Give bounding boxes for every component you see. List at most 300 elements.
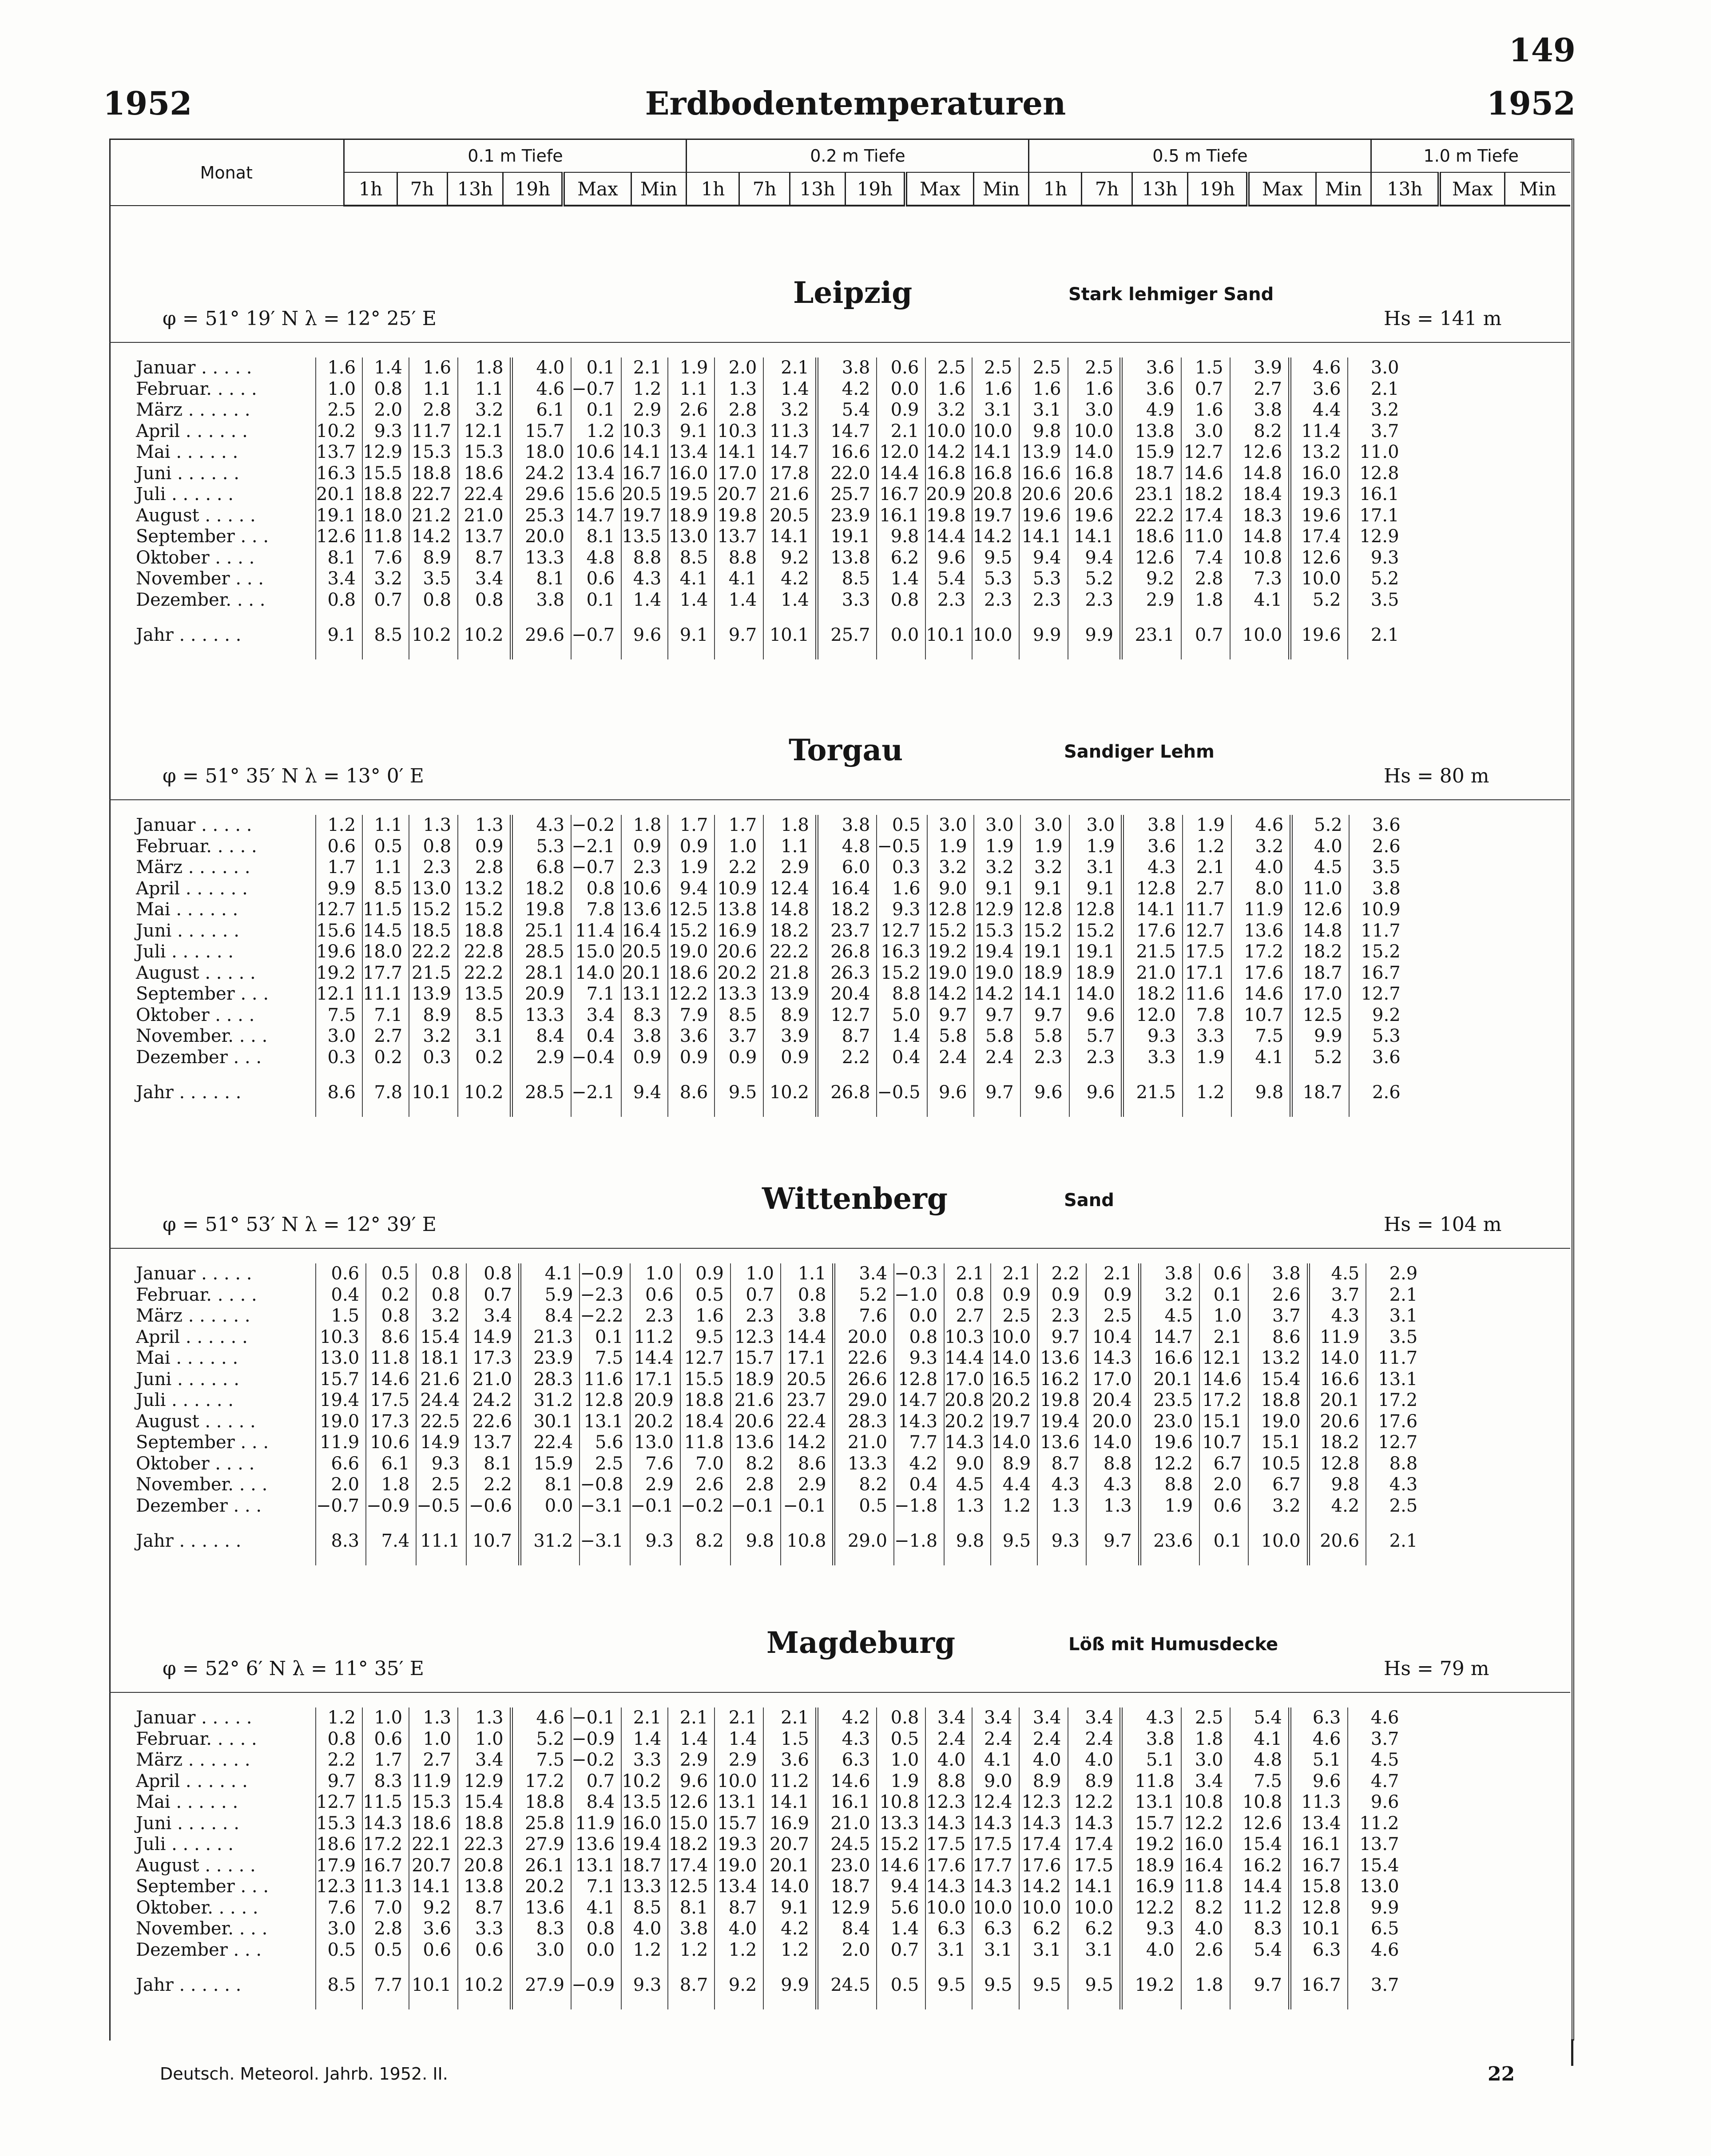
- table-cell: 30.1: [520, 1411, 580, 1433]
- table-cell: 7.0: [680, 1453, 730, 1475]
- month-label: August . . . . .: [136, 505, 256, 526]
- table-cell: 16.5: [991, 1369, 1037, 1390]
- table-cell: 9.5: [991, 1517, 1037, 1565]
- table-cell: 1.9: [927, 836, 974, 858]
- sub-7h: 7h: [739, 172, 790, 206]
- station-name: Wittenberg: [762, 1181, 948, 1216]
- table-cell: 5.2: [1290, 590, 1348, 611]
- table-cell: 0.0: [571, 1940, 621, 1961]
- month-label: Jahr . . . . . .: [136, 1531, 242, 1551]
- table-row: [109, 1792, 1405, 1813]
- table-cell: 29.0: [834, 1390, 894, 1411]
- table-cell: 24.5: [817, 1834, 877, 1855]
- month-label: Dezember . . .: [136, 1047, 262, 1068]
- table-row: [109, 548, 1405, 569]
- table-cell: 15.3: [458, 442, 511, 463]
- table-cell: 17.4: [1068, 1834, 1121, 1855]
- table-cell: 22.4: [781, 1411, 834, 1433]
- table-cell: 7.9: [668, 1005, 715, 1026]
- table-cell: 8.7: [817, 1026, 877, 1047]
- frame-edge: [1565, 2039, 1573, 2066]
- table-cell: 9.5: [972, 548, 1019, 569]
- table-cell: 14.2: [972, 526, 1019, 548]
- table-cell: 4.0: [621, 1918, 668, 1940]
- table-cell: 25.8: [511, 1813, 571, 1834]
- table-row: [109, 357, 1405, 379]
- table-cell: 10.3: [715, 421, 763, 442]
- table-cell: 16.0: [1290, 463, 1348, 484]
- table-cell: 19.7: [991, 1411, 1037, 1433]
- table-cell: 14.2: [925, 442, 972, 463]
- table-cell: 1.6: [409, 357, 458, 379]
- table-cell: 18.8: [511, 1792, 571, 1813]
- table-cell: 17.1: [1183, 963, 1231, 984]
- table-cell: 8.9: [763, 1005, 817, 1026]
- table-cell: 11.9: [571, 1813, 621, 1834]
- table-cell: 16.6: [1019, 463, 1068, 484]
- table-row: [109, 1005, 1407, 1026]
- table-cell: 10.2: [458, 1068, 511, 1117]
- table-cell: 9.9: [1348, 1898, 1405, 1919]
- table-cell: 2.3: [925, 590, 972, 611]
- table-cell: 9.7: [974, 1068, 1020, 1117]
- table-cell: 23.7: [781, 1390, 834, 1411]
- table-cell: 17.2: [1366, 1390, 1424, 1411]
- table-cell: 14.6: [366, 1369, 416, 1390]
- table-cell: 3.2: [416, 1306, 466, 1327]
- table-cell: 22.2: [763, 941, 817, 963]
- table-cell: 12.1: [458, 421, 511, 442]
- table-cell: 10.0: [1068, 421, 1121, 442]
- table-cell: 3.5: [1349, 857, 1407, 878]
- table-cell: 17.1: [630, 1369, 680, 1390]
- table-cell: 1.4: [668, 590, 715, 611]
- month-label: Jahr . . . . . .: [136, 1975, 242, 1995]
- table-cell: 7.5: [580, 1348, 630, 1369]
- table-cell: 22.6: [466, 1411, 520, 1433]
- table-cell: 8.5: [817, 568, 877, 590]
- table-cell: 3.1: [972, 1940, 1019, 1961]
- table-cell: 10.0: [1230, 611, 1290, 659]
- table-cell: 19.3: [715, 1834, 763, 1855]
- table-cell: −0.2: [680, 1496, 730, 1517]
- table-cell: 4.1: [668, 568, 715, 590]
- table-cell: 20.1: [1308, 1390, 1366, 1411]
- table-cell: 2.3: [1037, 1306, 1086, 1327]
- table-cell: −2.2: [580, 1306, 630, 1327]
- table-cell: 1.9: [1020, 836, 1069, 858]
- table-cell: 1.5: [316, 1306, 366, 1327]
- table-cell: 14.8: [1230, 463, 1290, 484]
- temperature-table: [109, 357, 1405, 659]
- table-cell: 0.8: [316, 1729, 362, 1750]
- table-cell: 19.0: [316, 1411, 366, 1433]
- group-header-02: 0.2 m Tiefe: [687, 140, 1029, 172]
- table-cell: 10.1: [925, 611, 972, 659]
- month-label: Dezember. . . .: [136, 589, 266, 610]
- table-cell: 20.9: [925, 484, 972, 505]
- table-cell: 1.3: [944, 1496, 991, 1517]
- table-cell: 11.1: [416, 1517, 466, 1565]
- table-cell: 5.9: [520, 1285, 580, 1306]
- month-label: April . . . . . .: [136, 421, 248, 441]
- table-cell: 2.7: [409, 1750, 458, 1771]
- table-cell: 0.9: [621, 836, 668, 858]
- table-cell: 18.0: [362, 505, 409, 527]
- table-cell: 10.0: [991, 1327, 1037, 1348]
- table-cell: 2.0: [715, 357, 763, 379]
- table-cell: 7.5: [316, 1005, 362, 1026]
- table-cell: −0.5: [877, 1068, 927, 1117]
- table-cell: 18.2: [817, 899, 877, 921]
- table-cell: 0.8: [416, 1263, 466, 1285]
- table-cell: 19.4: [316, 1390, 366, 1411]
- table-cell: 1.6: [972, 379, 1019, 400]
- table-cell: 20.0: [834, 1327, 894, 1348]
- group-header-01: 0.1 m Tiefe: [344, 140, 687, 172]
- table-cell: 3.0: [974, 815, 1020, 836]
- table-cell: 2.9: [511, 1047, 571, 1068]
- table-cell: 8.5: [362, 611, 409, 659]
- table-cell: 5.0: [877, 1005, 927, 1026]
- table-row: [109, 1453, 1424, 1475]
- table-cell: 5.4: [817, 400, 877, 421]
- table-cell: 14.4: [877, 463, 925, 484]
- table-cell: 3.1: [1019, 1940, 1068, 1961]
- table-cell: 0.6: [409, 1940, 458, 1961]
- table-cell: 2.4: [974, 1047, 1020, 1068]
- table-cell: 3.8: [1349, 878, 1407, 900]
- table-cell: 1.6: [1019, 379, 1068, 400]
- table-cell: 0.7: [571, 1771, 621, 1792]
- table-cell: 12.3: [925, 1792, 972, 1813]
- table-cell: 10.7: [466, 1517, 520, 1565]
- table-cell: 9.3: [621, 1961, 668, 2009]
- table-cell: 1.8: [763, 815, 817, 836]
- month-label: Februar. . . . .: [136, 378, 257, 399]
- table-cell: 8.7: [668, 1961, 715, 2009]
- table-cell: 17.1: [781, 1348, 834, 1369]
- table-cell: 10.9: [715, 878, 763, 900]
- table-cell: 14.6: [817, 1771, 877, 1792]
- table-cell: 1.1: [668, 379, 715, 400]
- table-cell: 2.0: [362, 400, 409, 421]
- table-cell: 18.6: [1121, 526, 1181, 548]
- table-cell: 17.0: [1291, 984, 1349, 1005]
- table-cell: 12.4: [972, 1792, 1019, 1813]
- table-cell: 20.1: [1139, 1369, 1199, 1390]
- table-cell: 3.6: [1349, 815, 1407, 836]
- table-cell: 1.9: [668, 857, 715, 878]
- table-cell: 14.1: [1019, 526, 1068, 548]
- table-cell: 7.7: [362, 1961, 409, 2009]
- table-cell: 13.6: [1231, 921, 1291, 942]
- table-row: [109, 1348, 1424, 1369]
- table-cell: 3.2: [1231, 836, 1291, 858]
- table-cell: 9.4: [1068, 548, 1121, 569]
- table-cell: 4.0: [1019, 1750, 1068, 1771]
- table-cell: 13.3: [511, 548, 571, 569]
- table-cell: 10.2: [621, 1771, 668, 1792]
- station-section-torgau: [109, 666, 1570, 1110]
- table-cell: 19.0: [668, 941, 715, 963]
- table-cell: 14.2: [409, 526, 458, 548]
- table-cell: 2.2: [817, 1047, 877, 1068]
- table-row: [109, 526, 1405, 548]
- table-cell: 4.3: [1366, 1474, 1424, 1496]
- table-cell: 3.8: [1121, 1729, 1181, 1750]
- table-cell: 15.2: [877, 1834, 925, 1855]
- table-cell: 5.2: [1348, 568, 1405, 590]
- header-year-right: 1952: [1486, 84, 1576, 122]
- table-cell: 17.7: [362, 963, 409, 984]
- table-cell: 1.8: [1181, 590, 1230, 611]
- table-cell: 13.6: [1037, 1432, 1086, 1453]
- sub-13h: 13h: [1132, 172, 1187, 206]
- table-cell: 0.6: [316, 1263, 366, 1285]
- table-cell: 2.1: [715, 1707, 763, 1729]
- table-cell: 9.8: [1308, 1474, 1366, 1496]
- table-cell: 15.3: [409, 442, 458, 463]
- table-cell: 3.4: [972, 1707, 1019, 1729]
- table-cell: 4.6: [511, 379, 571, 400]
- table-cell: 24.5: [817, 1961, 877, 2009]
- table-cell: 1.9: [1069, 836, 1123, 858]
- month-label: Jahr . . . . . .: [136, 625, 242, 645]
- table-cell: 1.1: [458, 379, 511, 400]
- table-cell: 19.1: [817, 526, 877, 548]
- monat-header: Monat: [109, 140, 344, 206]
- table-cell: 20.7: [763, 1834, 817, 1855]
- table-row: [109, 899, 1407, 921]
- table-cell: 1.2: [316, 1707, 362, 1729]
- table-cell: 13.4: [571, 463, 621, 484]
- table-cell: 8.5: [715, 1005, 763, 1026]
- table-cell: 8.9: [409, 1005, 458, 1026]
- table-cell: 20.1: [763, 1855, 817, 1877]
- table-cell: 16.4: [1181, 1855, 1230, 1877]
- table-cell: 16.7: [621, 463, 668, 484]
- month-label: Juli . . . . . .: [136, 484, 234, 504]
- table-cell: 1.1: [362, 857, 409, 878]
- table-cell: 4.5: [1291, 857, 1349, 878]
- table-cell: 20.8: [944, 1390, 991, 1411]
- table-cell: 15.2: [409, 899, 458, 921]
- table-cell: 19.2: [1121, 1834, 1181, 1855]
- table-cell: 0.6: [1199, 1496, 1248, 1517]
- table-cell: 3.4: [316, 568, 362, 590]
- table-cell: 18.7: [621, 1855, 668, 1877]
- table-cell: 20.6: [1308, 1517, 1366, 1565]
- table-cell: 7.6: [316, 1898, 362, 1919]
- table-cell: 6.1: [511, 400, 571, 421]
- table-cell: 2.1: [1086, 1263, 1139, 1285]
- table-cell: 3.0: [316, 1918, 362, 1940]
- table-cell: 14.1: [972, 442, 1019, 463]
- table-cell: 3.4: [458, 568, 511, 590]
- table-cell: 12.2: [668, 984, 715, 1005]
- table-cell: 17.8: [763, 463, 817, 484]
- table-cell: 13.1: [715, 1792, 763, 1813]
- month-label: Oktober . . . .: [136, 1005, 255, 1025]
- table-cell: 12.7: [316, 1792, 362, 1813]
- table-cell: 7.0: [362, 1898, 409, 1919]
- table-cell: 0.8: [781, 1285, 834, 1306]
- month-label: März . . . . . .: [136, 400, 250, 420]
- table-cell: 20.8: [458, 1855, 511, 1877]
- month-label: Oktober . . . .: [136, 1453, 255, 1474]
- table-cell: 14.0: [571, 963, 621, 984]
- table-cell: 14.3: [944, 1432, 991, 1453]
- table-cell: 2.1: [1348, 379, 1405, 400]
- table-cell: 3.4: [1181, 1771, 1230, 1792]
- table-cell: 4.2: [763, 1918, 817, 1940]
- table-cell: 14.3: [972, 1876, 1019, 1898]
- table-cell: 8.5: [458, 1005, 511, 1026]
- table-cell: 2.9: [763, 857, 817, 878]
- table-cell: 2.5: [316, 400, 362, 421]
- table-cell: 4.6: [1348, 1707, 1405, 1729]
- table-cell: 10.2: [409, 611, 458, 659]
- sub-7h: 7h: [1082, 172, 1132, 206]
- table-cell: 8.8: [877, 984, 927, 1005]
- table-cell: 11.1: [362, 984, 409, 1005]
- table-cell: 11.9: [409, 1771, 458, 1792]
- table-cell: 18.3: [1230, 505, 1290, 527]
- table-cell: 8.8: [925, 1771, 972, 1792]
- table-cell: 4.5: [944, 1474, 991, 1496]
- table-cell: 18.0: [511, 442, 571, 463]
- table-cell: 1.9: [1139, 1496, 1199, 1517]
- table-cell: 11.3: [1290, 1792, 1348, 1813]
- table-cell: 25.7: [817, 611, 877, 659]
- table-cell: 20.2: [991, 1390, 1037, 1411]
- table-cell: 17.5: [1183, 941, 1231, 963]
- table-cell: 13.7: [715, 526, 763, 548]
- table-cell: 1.9: [1183, 1047, 1231, 1068]
- table-cell: 18.7: [1291, 963, 1349, 984]
- table-cell: 0.6: [571, 568, 621, 590]
- table-cell: 4.0: [925, 1750, 972, 1771]
- table-cell: 20.6: [1068, 484, 1121, 505]
- table-row: [109, 590, 1405, 611]
- table-cell: 18.2: [1308, 1432, 1366, 1453]
- table-cell: 4.2: [1308, 1496, 1366, 1517]
- table-cell: 4.0: [1231, 857, 1291, 878]
- table-cell: 1.3: [458, 815, 511, 836]
- table-cell: 20.8: [972, 484, 1019, 505]
- table-cell: 21.0: [458, 505, 511, 527]
- table-cell: 3.6: [1290, 379, 1348, 400]
- table-cell: 3.3: [458, 1918, 511, 1940]
- table-cell: 13.0: [668, 526, 715, 548]
- table-cell: 9.6: [1290, 1771, 1348, 1792]
- table-cell: 13.3: [715, 984, 763, 1005]
- table-cell: 9.4: [668, 878, 715, 900]
- footer-sheet-number: 22: [1488, 2063, 1515, 2085]
- table-cell: 4.2: [817, 379, 877, 400]
- table-cell: 12.7: [1349, 984, 1407, 1005]
- table-cell: 7.3: [1230, 568, 1290, 590]
- table-cell: 7.6: [630, 1453, 680, 1475]
- table-cell: 3.0: [1068, 400, 1121, 421]
- table-cell: 20.7: [409, 1855, 458, 1877]
- table-cell: 12.7: [680, 1348, 730, 1369]
- table-cell: 10.0: [1290, 568, 1348, 590]
- table-cell: 9.9: [316, 878, 362, 900]
- month-label: August . . . . .: [136, 962, 256, 983]
- table-cell: 8.3: [362, 1771, 409, 1792]
- table-row: [109, 1263, 1424, 1285]
- table-cell: 2.3: [1069, 1047, 1123, 1068]
- table-cell: 2.5: [580, 1453, 630, 1475]
- month-label: August . . . . .: [136, 1855, 256, 1876]
- table-cell: 15.5: [680, 1369, 730, 1390]
- table-cell: 8.3: [621, 1005, 668, 1026]
- table-cell: 1.5: [763, 1729, 817, 1750]
- table-cell: 13.4: [668, 442, 715, 463]
- table-cell: 5.2: [834, 1285, 894, 1306]
- table-cell: 6.2: [877, 548, 925, 569]
- table-cell: 22.2: [1121, 505, 1181, 527]
- table-cell: 4.3: [511, 815, 571, 836]
- table-cell: 12.8: [1020, 899, 1069, 921]
- table-cell: 0.0: [877, 379, 925, 400]
- table-cell: 19.0: [1248, 1411, 1308, 1433]
- table-cell: 23.0: [817, 1855, 877, 1877]
- table-cell: 20.6: [715, 941, 763, 963]
- table-cell: 8.1: [668, 1898, 715, 1919]
- table-cell: 14.8: [763, 899, 817, 921]
- table-cell: 15.2: [877, 963, 927, 984]
- table-cell: 1.4: [877, 1918, 925, 1940]
- month-label: Juni . . . . . .: [136, 463, 239, 484]
- table-cell: 2.1: [763, 357, 817, 379]
- table-cell: −0.9: [580, 1263, 630, 1285]
- table-cell: 12.2: [1181, 1813, 1230, 1834]
- table-cell: 14.3: [972, 1813, 1019, 1834]
- table-cell: 8.6: [781, 1453, 834, 1475]
- table-cell: 1.0: [630, 1263, 680, 1285]
- table-cell: 4.0: [715, 1918, 763, 1940]
- table-row: [109, 1729, 1405, 1750]
- table-cell: 1.3: [409, 815, 458, 836]
- month-label: Januar . . . . .: [136, 357, 252, 378]
- table-row: [109, 941, 1407, 963]
- sub-7h: 7h: [397, 172, 447, 206]
- table-cell: 2.6: [668, 400, 715, 421]
- table-row: [109, 1771, 1405, 1792]
- table-cell: 4.5: [1348, 1750, 1405, 1771]
- table-cell: 11.2: [630, 1327, 680, 1348]
- table-cell: 4.3: [817, 1729, 877, 1750]
- table-cell: 3.4: [834, 1263, 894, 1285]
- table-cell: 1.8: [458, 357, 511, 379]
- table-cell: 14.1: [1068, 1876, 1121, 1898]
- table-cell: 7.8: [362, 1068, 409, 1117]
- table-cell: 1.2: [763, 1940, 817, 1961]
- table-cell: 13.8: [715, 899, 763, 921]
- table-row: [109, 1834, 1405, 1855]
- table-cell: 16.4: [817, 878, 877, 900]
- table-cell: 2.3: [972, 590, 1019, 611]
- table-cell: 22.2: [458, 963, 511, 984]
- table-cell: 13.6: [511, 1898, 571, 1919]
- table-cell: 15.4: [1248, 1369, 1308, 1390]
- table-row: [109, 400, 1405, 421]
- table-cell: 10.4: [1086, 1327, 1139, 1348]
- table-cell: 12.9: [817, 1898, 877, 1919]
